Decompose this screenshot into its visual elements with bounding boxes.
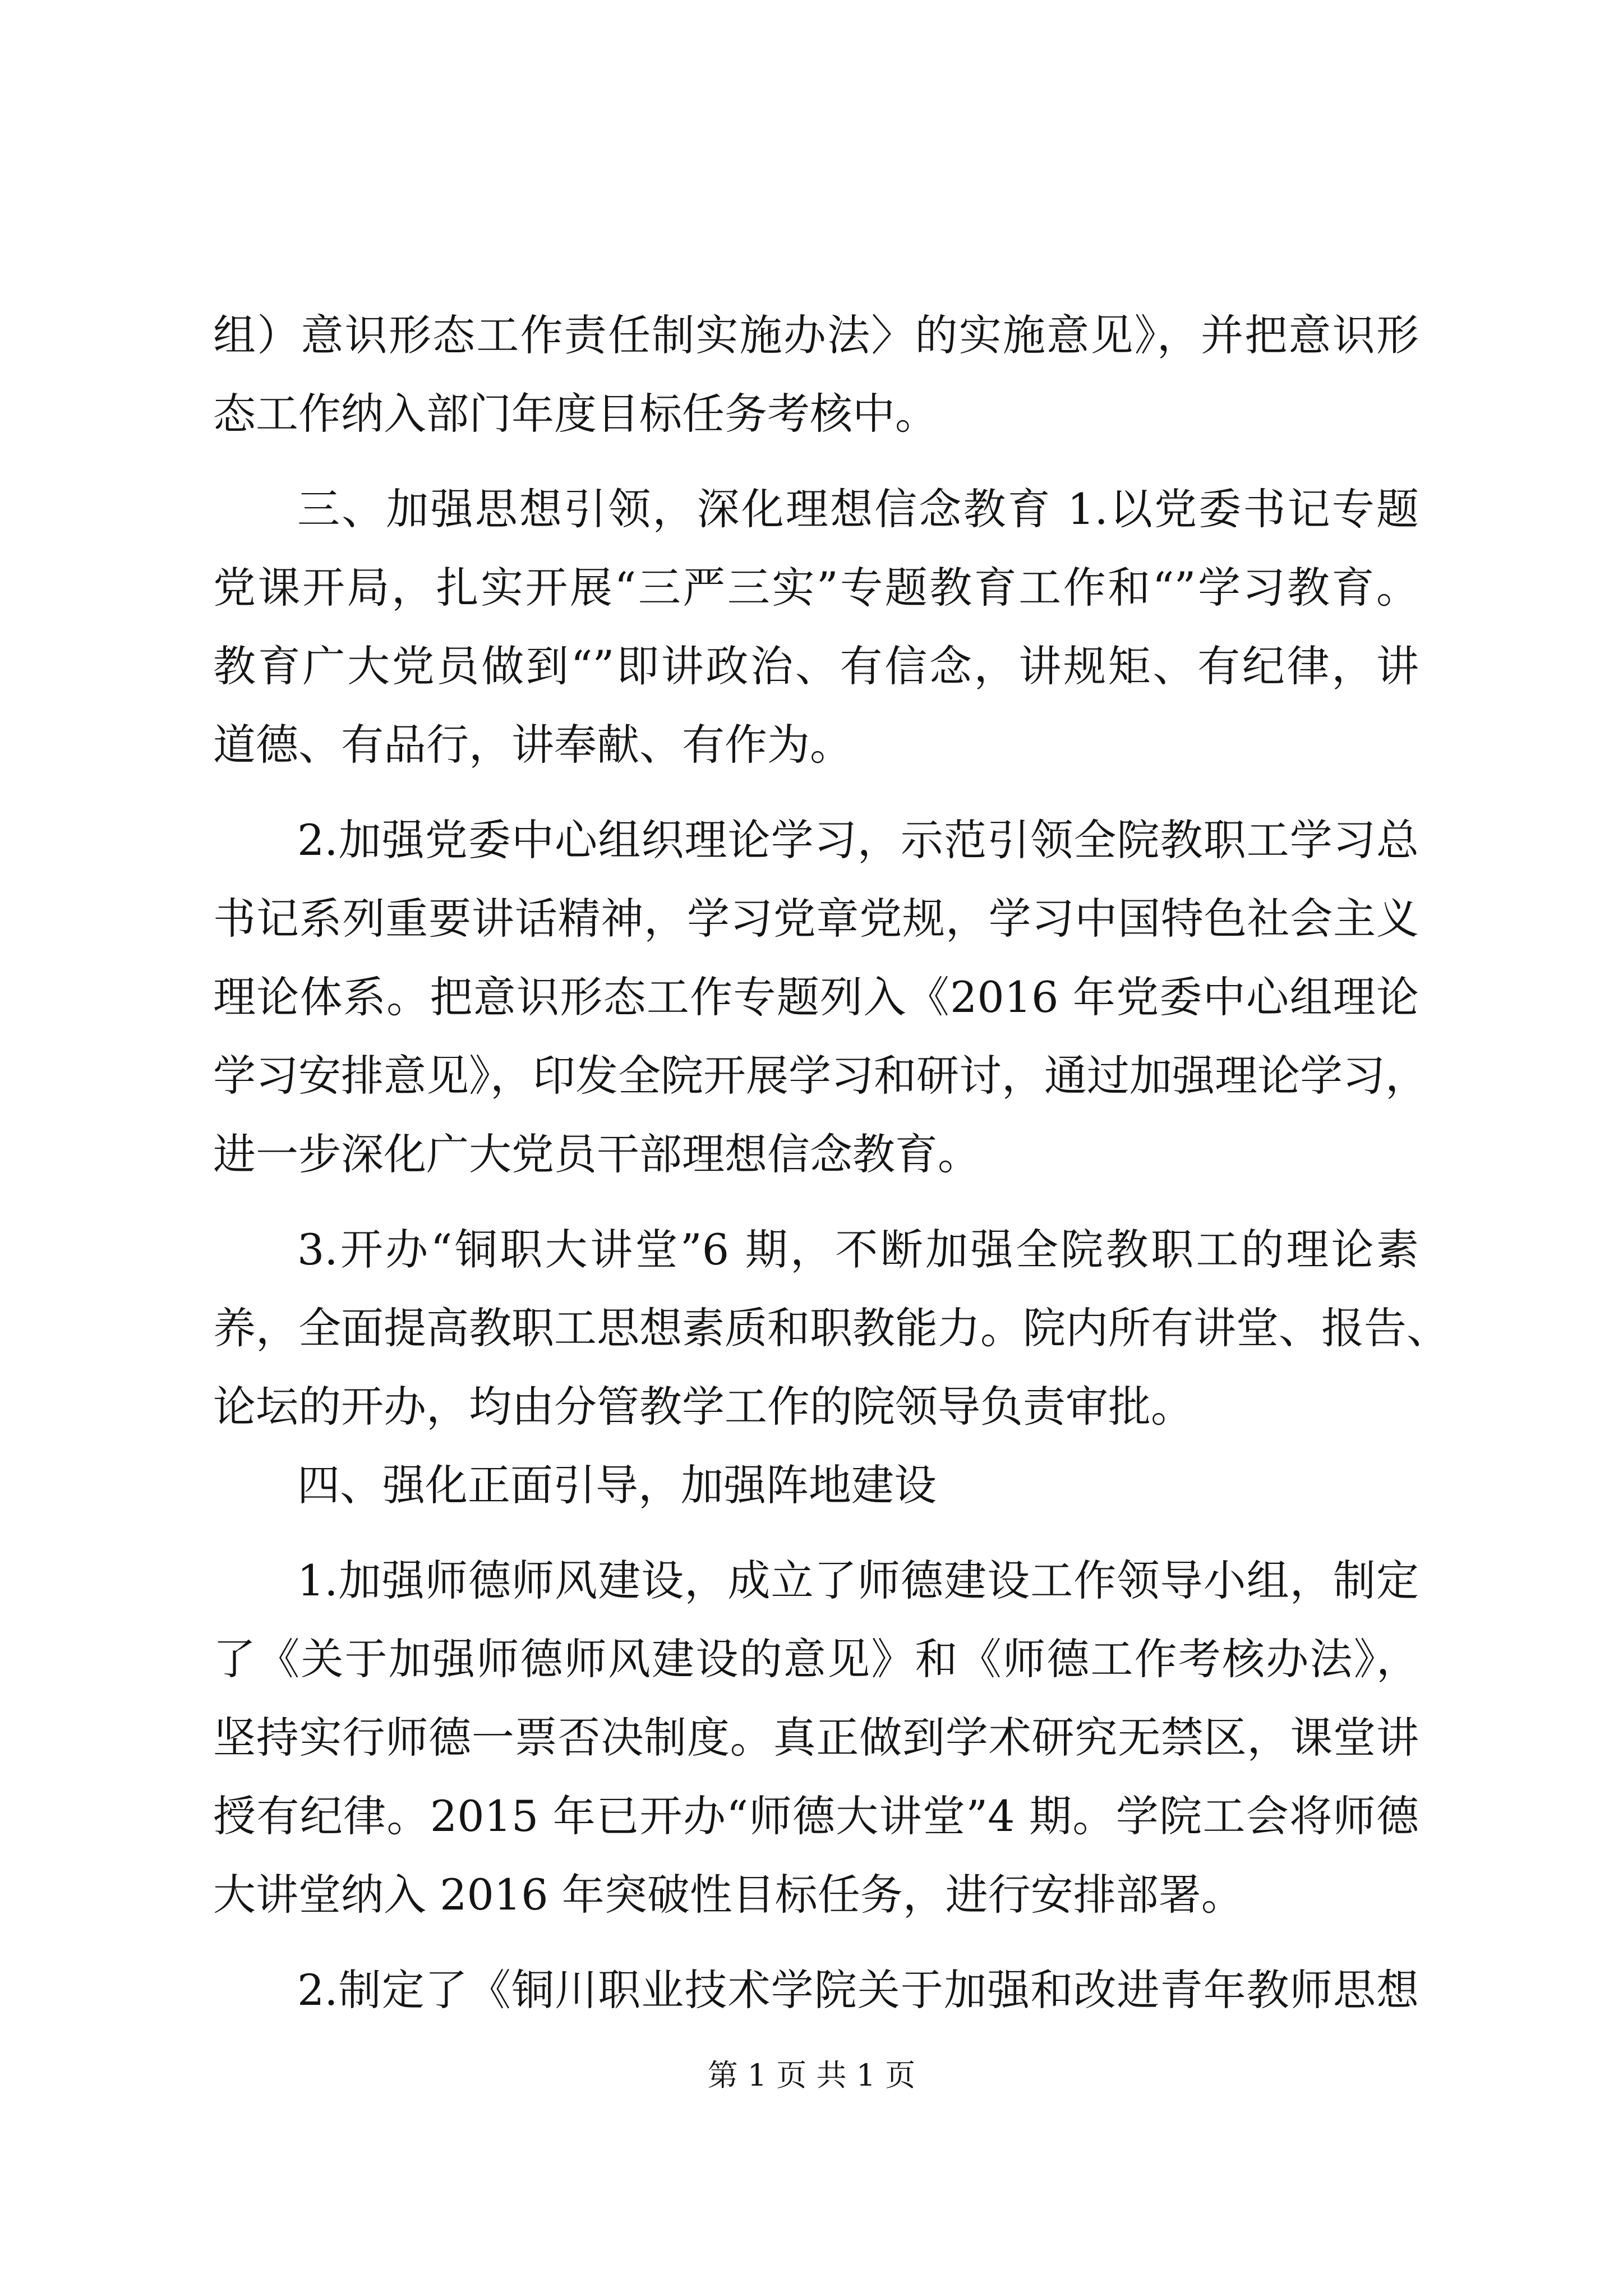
text-line: 大讲堂纳入 2016 年突破性目标任务，进行安排部署。 (213, 1870, 1244, 1920)
text-line: 道德、有品行，讲奉献、有作为。 (213, 720, 852, 770)
text-line: 教育广大党员做到“”即讲政治、有信念，讲规矩、有纪律，讲 (213, 641, 1419, 691)
text-line: 1.加强师德师风建设，成立了师德建设工作领导小组，制定 (297, 1556, 1419, 1605)
text-line: 坚持实行师德一票否决制度。真正做到学术研究无禁区，课堂讲 (213, 1713, 1419, 1763)
page-footer: 第 1 页 共 1 页 (707, 2058, 916, 2093)
text-line: 授有纪律。2015 年已开办“师德大讲堂”4 期。学院工会将师德 (213, 1791, 1419, 1841)
text-line: 理论体系。把意识形态工作专题列入《2016 年党委中心组理论 (213, 972, 1419, 1022)
text-line: 进一步深化广大党员干部理想信念教育。 (213, 1129, 980, 1179)
text-line: 组）意识形态工作责任制实施办法〉的实施意见》，并把意识形 (213, 310, 1419, 360)
text-line: 3.开办“铜职大讲堂”6 期，不断加强全院教职工的理论素 (297, 1225, 1419, 1274)
text-line: 论坛的开办，均由分管教学工作的院领导负责审批。 (213, 1382, 1193, 1432)
text-line: 学习安排意见》，印发全院开展学习和研讨，通过加强理论学习， (213, 1051, 1428, 1101)
text-line: 党课开局，扎实开展“三严三实”专题教育工作和“”学习教育。 (213, 563, 1419, 613)
text-line: 2.加强党委中心组织理论学习，示范引领全院教职工学习总 (297, 815, 1419, 865)
text-line: 三、加强思想引领，深化理想信念教育 1.以党委书记专题 (297, 484, 1419, 534)
text-line: 了《关于加强师德师风建设的意见》和《师德工作考核办法》， (213, 1634, 1419, 1684)
text-line: 养，全面提高教职工思想素质和职教能力。院内所有讲堂、报告、 (213, 1303, 1449, 1353)
section-heading: 四、强化正面引导，加强阵地建设 (297, 1460, 937, 1510)
text-line: 书记系列重要讲话精神，学习党章党规，学习中国特色社会主义 (213, 894, 1419, 944)
text-line: 2.制定了《铜川职业技术学院关于加强和改进青年教师思想 (297, 1965, 1419, 2015)
text-line: 态工作纳入部门年度目标任务考核中。 (213, 389, 938, 439)
